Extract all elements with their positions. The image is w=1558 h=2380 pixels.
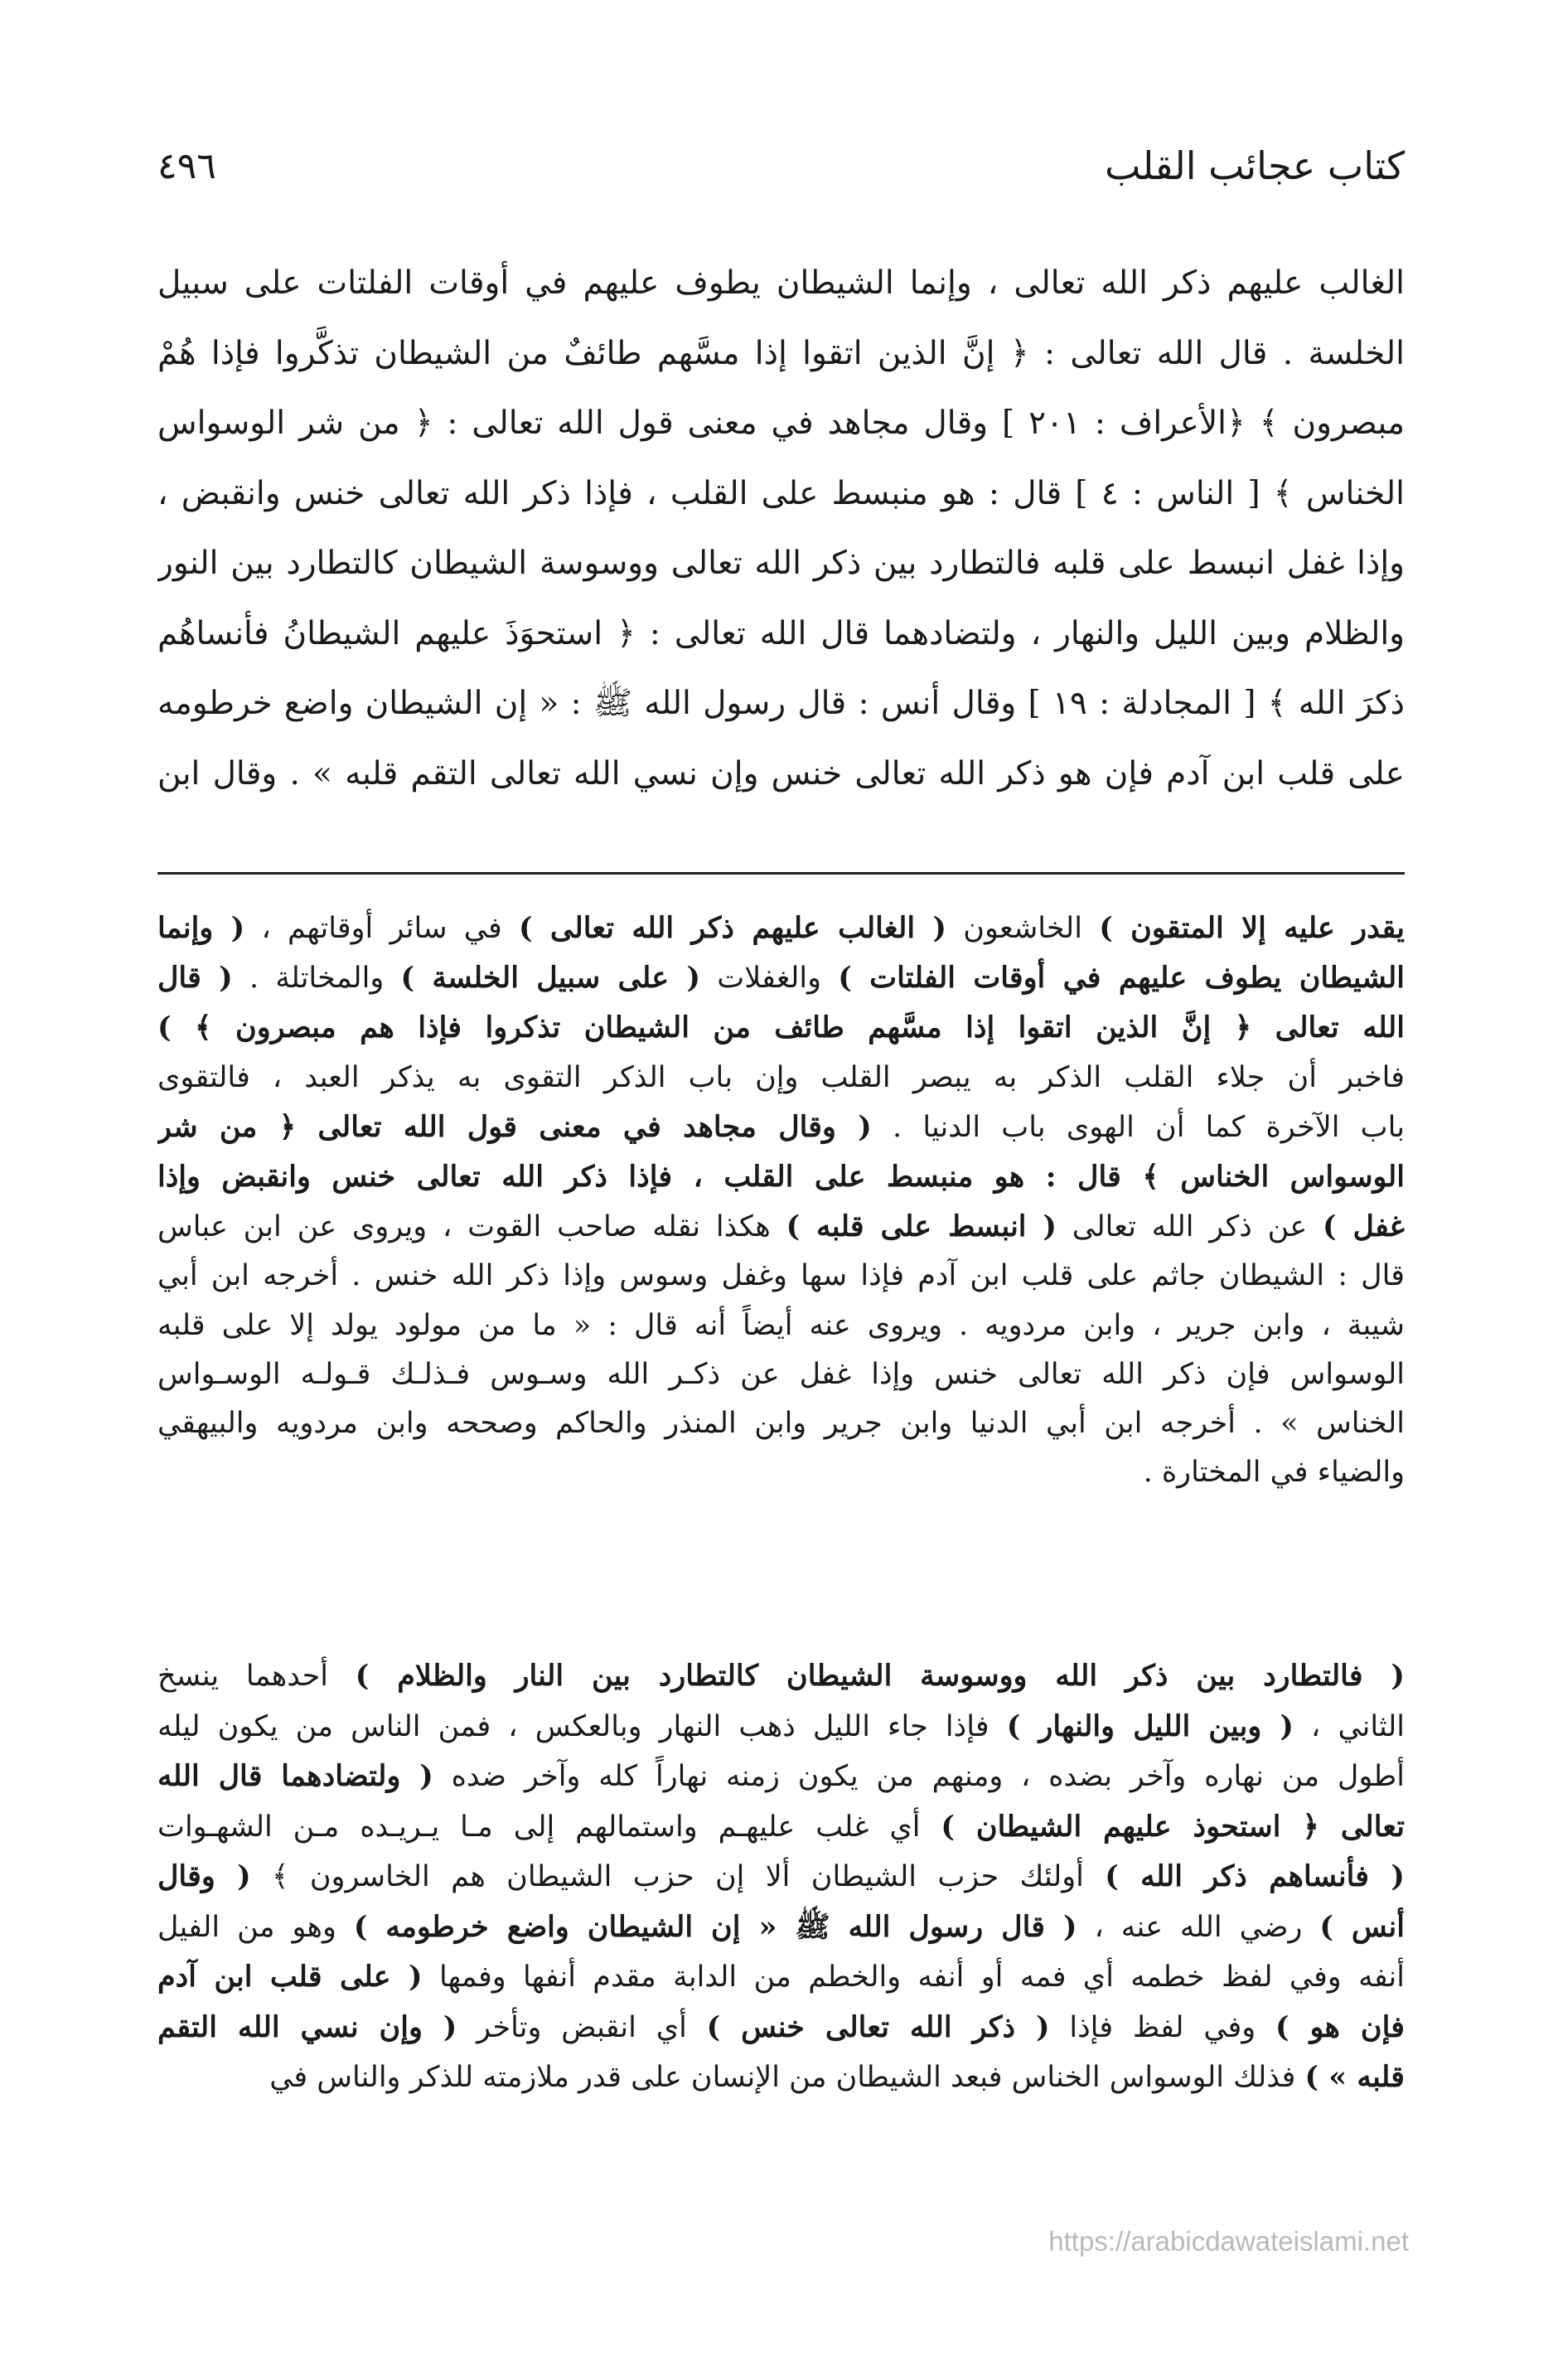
commentary-text-segment: عن ذكر الله تعالى [1056, 1210, 1323, 1244]
commentary-quote-segment: ( انبسط على قلبه ) [786, 1209, 1057, 1244]
commentary-line [157, 1003, 1405, 1053]
commentary-text-segment: الوسواس فإن ذكر الله تعالى خنس وإذا غفل عن ذكـر الله وسـوس فـذلـك قـولـه الوسـواس [157, 1357, 1405, 1391]
commentary-quote-segment: قلبه » ) [1304, 2060, 1405, 2094]
page-number: ٤٩٦ [157, 144, 216, 187]
commentary-text-segment: في سائر أوقاتهم ، [244, 912, 519, 945]
commentary-line [157, 1651, 1405, 1702]
commentary-text-segment: فذلك الوسواس الخناس فبعد الشيطان من الإنسان على قدر ملازمته للذكر والناس في [269, 2061, 1305, 2094]
commentary-text-segment: أطول من نهاره وآخر بضده ، ومنهم من يكون زمنه نهاراً كله وآخر ضده [433, 1760, 1405, 1793]
commentary-text-segment: أحدهما ينسخ [157, 1660, 356, 1693]
commentary-quote-segment: ( على قلب ابن آدم [157, 1960, 423, 1994]
commentary-text-segment: والمخاتلة . [232, 962, 401, 996]
commentary-line [157, 1350, 1405, 1399]
commentary-text-segment: الخاشعون [946, 912, 1100, 945]
commentary-quote-segment: غفل ) [1323, 1209, 1405, 1244]
running-title: كتاب عجائب القلب [1105, 143, 1405, 188]
commentary-text-segment: والغفلات [700, 962, 839, 996]
commentary-quote-segment: فإن هو ) [1275, 2009, 1405, 2044]
main-text-line: والظلام وبين الليل والنهار ، ولتضادهما قال الله تعالى : ﴿ استحوَذَ عليهم الشيطانُ فأنساهُم [157, 614, 1405, 652]
commentary-text-segment: شيبة ، وابن جرير ، وابن مردويه . ويروى عنه أيضاً أنه قال : « ما من مولود يولد إلا على قلبه [157, 1308, 1405, 1342]
commentary-block-2 [157, 1651, 1405, 2103]
commentary-line [157, 1252, 1405, 1301]
commentary-text-segment: رضي الله عنه ، [1077, 1910, 1320, 1944]
commentary-quote-segment: ( وقال مجاهد في معنى قول الله تعالى ﴿ من شر [157, 1109, 872, 1144]
main-text-line: مبصرون ﴾ ﴿الأعراف : ٢٠١ ] وقال مجاهد في معنى قول الله تعالى : ﴿ من شر الوسواس [157, 405, 1405, 442]
commentary-quote-segment: ( فأنساهم ذكر الله ) [1105, 1859, 1405, 1893]
watermark-url: https://arabicdawateislami.net [1048, 2226, 1409, 2256]
commentary-quote-segment: يقدر عليه إلا المتقون ) [1099, 911, 1405, 945]
commentary-quote-segment: أنس ) [1319, 1909, 1405, 1944]
commentary-line [157, 953, 1405, 1003]
commentary-line [157, 1152, 1405, 1202]
commentary-text-segment: وهو من الفيل [157, 1910, 354, 1944]
page-header [157, 133, 1405, 199]
main-text-line: وإذا غفل انبسط على قلبه فالتطارد بين ذكر الله تعالى ووسوسة الشيطان كالتطارد بين النور [157, 545, 1405, 582]
commentary-line [157, 1301, 1405, 1350]
commentary-text-segment: أي انقبض وتأخر [457, 2010, 707, 2044]
commentary-line [157, 1752, 1405, 1802]
commentary-quote-segment: الشيطان يطوف عليهم في أوقات الفلتات ) [838, 961, 1405, 996]
commentary-quote-segment: ( قال رسول الله ﷺ « إن الشيطان واضع خرطومه ) [353, 1909, 1077, 1944]
main-text-line: على قلب ابن آدم فإن هو ذكر الله تعالى خنس وإن نسي الله تعالى التقم قلبه » . وقال ابن [157, 754, 1405, 793]
commentary-quote-segment: ( وقال [157, 1859, 251, 1893]
commentary-line [157, 1702, 1405, 1752]
commentary-text-segment: الثاني ، [1293, 1709, 1405, 1743]
commentary-line [157, 904, 1405, 953]
commentary-quote-segment: ( وإن نسي الله التقم [157, 2009, 457, 2044]
commentary-line [157, 1952, 1405, 2003]
commentary-text-segment: أنفه وفي لفظ خطمه أي فمه أو أنفه والخطم من الدابة مقدم أنفها وفمها [422, 1961, 1405, 1994]
commentary-line [157, 1103, 1405, 1152]
commentary-quote-segment: ( الغالب عليهم ذكر الله تعالى ) [519, 911, 946, 945]
commentary-line [157, 1852, 1405, 1903]
commentary-text-segment: والضياء في المختارة . [1143, 1456, 1405, 1490]
commentary-quote-segment: ( ذكر الله تعالى خنس ) [706, 2009, 1050, 2044]
commentary-text-segment: قال : الشيطان جاثم على قلب ابن آدم فإذا سها وغفل وسوس وإذا ذكر الله خنس . أخرجه ابن أبي [157, 1259, 1405, 1293]
commentary-text-segment: هكذا نقله صاحب القوت ، ويروى عن ابن عباس [157, 1210, 786, 1244]
commentary-quote-segment: ( على سبيل الخلسة ) [400, 961, 701, 996]
commentary-quote-segment: ( وبين الليل والنهار ) [1006, 1709, 1294, 1743]
commentary-text-segment: فإذا جاء الليل ذهب النهار وبالعكس ، فمن الناس من يكون ليله [157, 1709, 1007, 1743]
commentary-quote-segment: الله تعالى ﴿ إنَّ الذين اتقوا إذا مسَّهم طائف من الشيطان تذكروا فإذا هم مبصرون ﴾ ) [157, 1011, 1405, 1045]
commentary-block-1 [157, 904, 1405, 1497]
commentary-quote-segment: ( وإنما [157, 911, 245, 945]
commentary-line [157, 1448, 1405, 1497]
commentary-line [157, 1802, 1405, 1853]
commentary-line [157, 1903, 1405, 1953]
commentary-line [157, 1054, 1405, 1103]
commentary-quote-segment: تعالى ﴿ استحوذ عليهم الشيطان ) [941, 1809, 1405, 1844]
commentary-line [157, 1202, 1405, 1252]
commentary-text-segment: وفي لفظ فإذا [1049, 2010, 1275, 2044]
commentary-text-segment: فاخبر أن جلاء القلب الذكر به يبصر القلب وإن باب الذكر التقوى به يذكر العبد ، فالتقوى [157, 1060, 1405, 1094]
commentary-text-segment: أي غلب عليهـم واستمالهم إلى مـا يـريـده مـن الشهـوات [157, 1810, 941, 1844]
main-text-line: الغالب عليهم ذكر الله تعالى ، وإنما الشيطان يطوف عليهم في أوقات الفلتات على سبيل [157, 264, 1405, 302]
commentary-quote-segment: ( فالتطارد بين ذكر الله ووسوسة الشيطان كالتطارد بين النار والظلام ) [355, 1659, 1405, 1693]
main-text-line: الخناس ﴾ [ الناس : ٤ ] قال : هو منبسط على القلب ، فإذا ذكر الله تعالى خنس وانقبض ، [157, 474, 1405, 512]
main-text-line: الخلسة . قال الله تعالى : ﴿ إنَّ الذين اتقوا إذا مسَّهم طائفٌ من الشيطان تذكَّروا فإذا هُمْ [157, 334, 1405, 372]
commentary-text-segment: الخناس » . أخرجه ابن أبي الدنيا وابن جرير وابن المنذر والحاكم وصححه وابن مردويه والبيهقي [157, 1407, 1405, 1441]
main-text [157, 249, 1405, 809]
commentary-quote-segment: الوسواس الخناس ﴾ قال : هو منبسط على القلب ، فإذا ذكر الله تعالى خنس وانقبض وإذا [157, 1160, 1405, 1195]
commentary-quote-segment: ( قال [157, 961, 233, 996]
commentary-quote-segment: ( ولتضادهما قال الله [157, 1759, 433, 1793]
commentary-line [157, 1399, 1405, 1448]
separator-rule [157, 872, 1405, 875]
main-text-line: ذكرَ الله ﴾ [ المجادلة : ١٩ ] وقال أنس : قال رسول الله ﷺ : « إن الشيطان واضع خرطومه [157, 685, 1405, 722]
commentary-text-segment: باب الآخرة كما أن الهوى باب الدنيا . [871, 1110, 1405, 1144]
commentary-line [157, 2053, 1405, 2103]
commentary-text-segment: أولئك حزب الشيطان ألا إن حزب الشيطان هم الخاسرون ﴾ [250, 1860, 1106, 1893]
commentary-line [157, 2003, 1405, 2053]
